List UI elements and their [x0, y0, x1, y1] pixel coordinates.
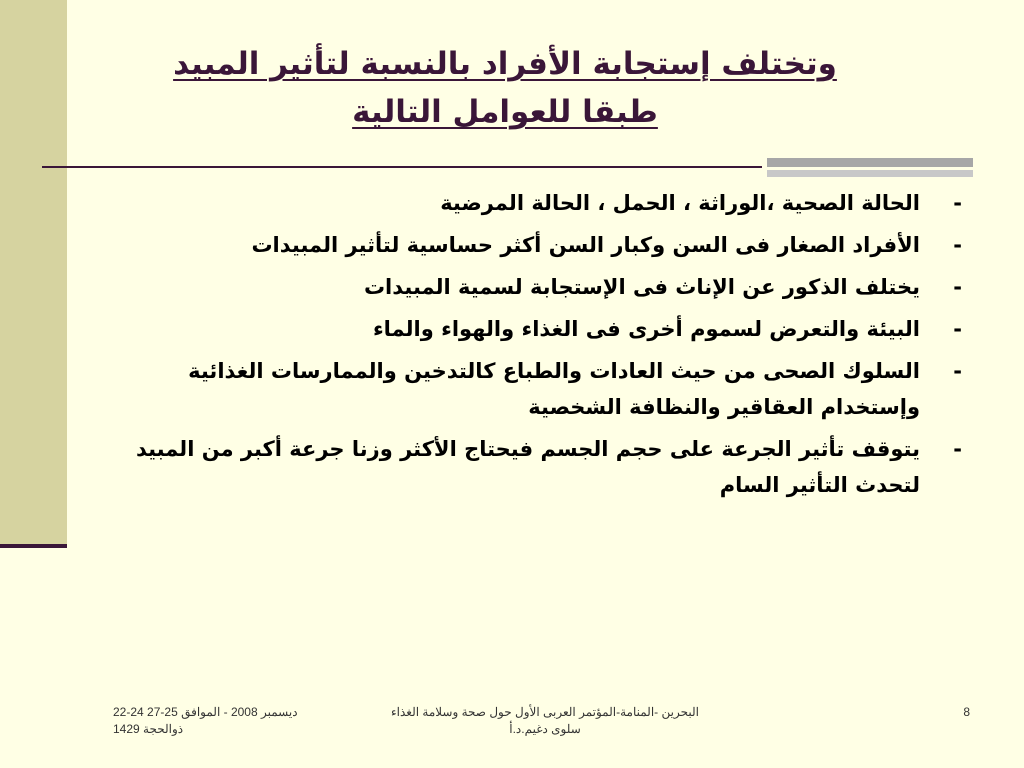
title-line-1: وتختلف إستجابة الأفراد بالنسبة لتأثير المبيد [173, 46, 837, 82]
page-number: 8 [963, 705, 970, 719]
footer-conference [380, 704, 710, 738]
list-item [120, 269, 965, 305]
title-divider [42, 166, 762, 168]
bullet-marker: - [953, 317, 962, 341]
bullet-marker: - [953, 359, 962, 383]
footer-conference-line-2: سلوى دغيم.د.أ [509, 722, 581, 736]
list-item [120, 353, 965, 425]
bullet-marker: - [953, 275, 962, 299]
footer-date-line-1: 22-24 ديسمبر 2008 - الموافق 25-27 [113, 705, 298, 719]
bullet-text: الأفراد الصغار فى السن وكبار السن أكثر حساسية لتأثير المبيدات [251, 233, 920, 257]
footer-date-line-2: ذوالحجة 1429 [113, 722, 184, 736]
slide-title [110, 40, 900, 136]
bullet-text: يتوقف تأثير الجرعة على حجم الجسم فيحتاج الأكثر وزنا جرعة أكبر من المبيد لتحدث التأثير السام [135, 437, 920, 497]
list-item [120, 227, 965, 263]
divider-grey-bar [767, 158, 973, 167]
left-decor-line [0, 544, 67, 548]
bullet-text: يختلف الذكور عن الإناث فى الإستجابة لسمية المبيدات [363, 275, 920, 299]
bullet-text: السلوك الصحى من حيث العادات والطباع كالتدخين والممارسات الغذائية وإستخدام العقاقير والنظافة الشخصية [188, 359, 920, 419]
bullet-text: البيئة والتعرض لسموم أخرى فى الغذاء والهواء والماء [372, 317, 920, 341]
list-item [120, 185, 965, 221]
bullet-marker: - [953, 437, 962, 461]
footer-conference-line-1: البحرين -المنامة-المؤتمر العربى الأول حول صحة وسلامة الغذاء [391, 705, 699, 719]
bullet-marker: - [953, 233, 962, 257]
list-item [120, 311, 965, 347]
left-decor-band [0, 0, 67, 548]
list-item [120, 431, 965, 503]
title-line-2: طبقا للعوامل التالية [352, 94, 658, 130]
bullet-marker: - [953, 191, 962, 215]
divider-grey-bar-light [767, 170, 973, 177]
bullet-text: الحالة الصحية ،الوراثة ، الحمل ، الحالة المرضية [440, 191, 920, 215]
bullet-list [120, 185, 965, 509]
footer-date [113, 704, 343, 738]
